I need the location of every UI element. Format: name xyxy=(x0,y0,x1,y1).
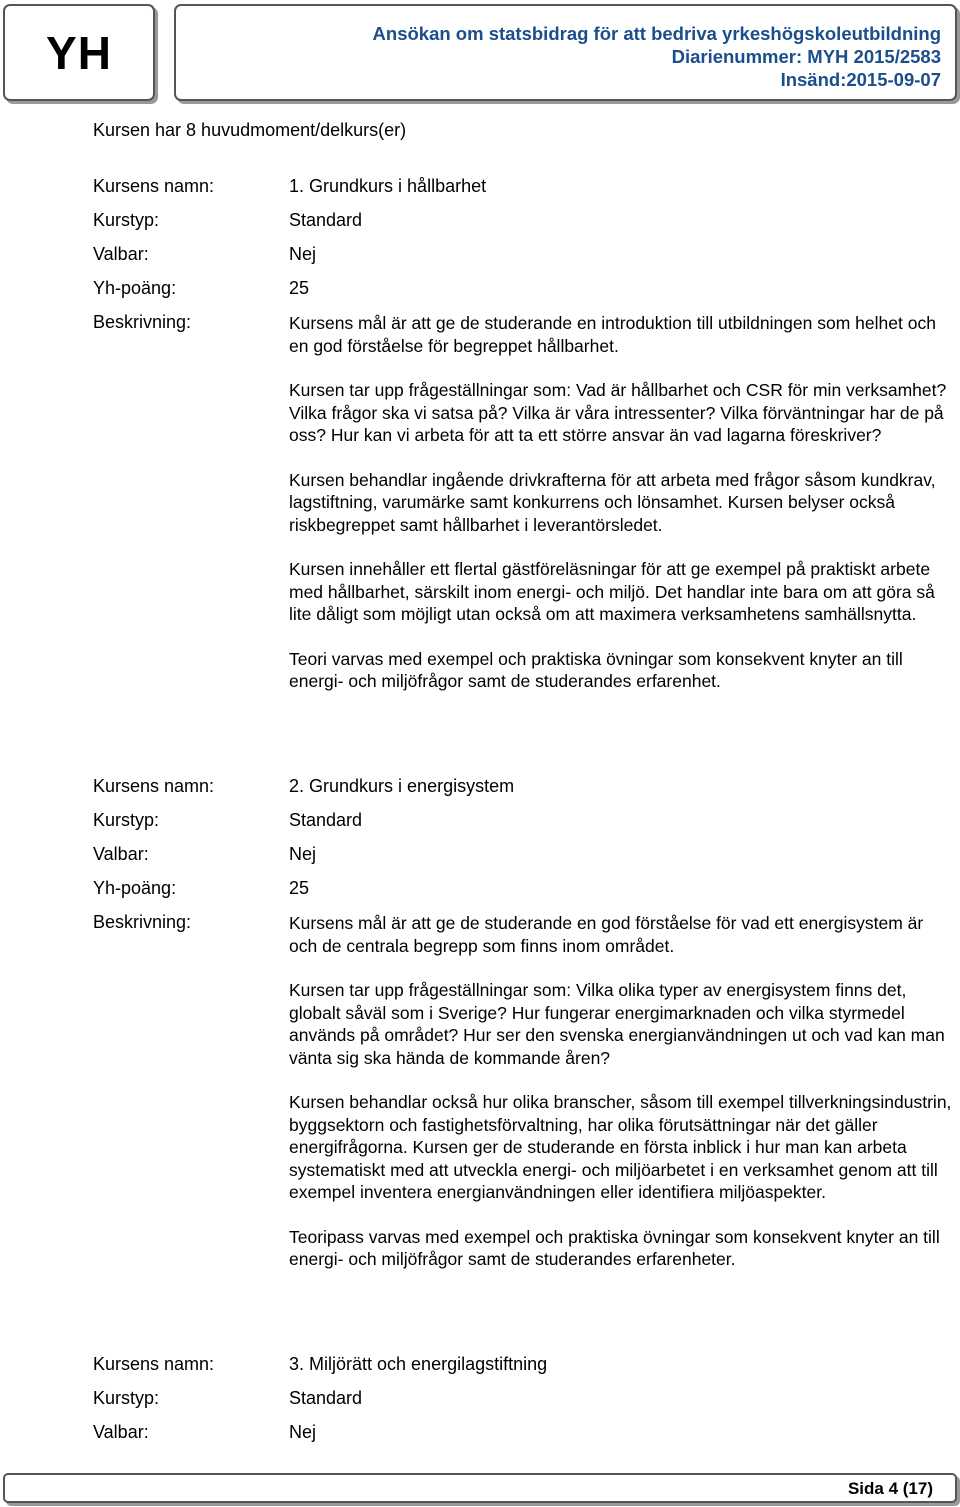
description-paragraph: Kursen tar upp frågeställningar som: Vad är hållbarhet och CSR för min verksamhet? Vilka frågor ska vi satsa på? Vilka är våra intressenter? Vilka förväntningar har de på oss? Hur kan vi arbeta för att ta ett större ansvar än vad lagarna föreskriver? xyxy=(289,380,947,445)
yh-logo: YH xyxy=(46,26,112,79)
document-title: Ansökan om statsbidrag för att bedriva yrkeshögskoleutbildning xyxy=(372,23,941,44)
course-description xyxy=(289,312,954,715)
description-paragraph: Kursens mål är att ge de studerande en god förståelse för vad ett energisystem är och de centrala begrepp som finns inom området. xyxy=(289,913,924,956)
page-footer xyxy=(3,1473,957,1503)
label-optional: Valbar: xyxy=(93,844,149,864)
submitted-date: Insänd:2015-09-07 xyxy=(780,69,941,90)
label-optional: Valbar: xyxy=(93,1422,149,1442)
label-description: Beskrivning: xyxy=(93,312,192,332)
course-optional: Nej xyxy=(289,1422,317,1442)
label-course-type: Kurstyp: xyxy=(93,210,160,230)
course-type: Standard xyxy=(289,1388,363,1408)
description-paragraph: Kursens mål är att ge de studerande en introduktion till utbildningen som helhet och en god förståelse för begreppet hållbarhet. xyxy=(289,313,936,356)
document-header xyxy=(174,4,957,101)
course-1 xyxy=(93,176,953,691)
label-points: Yh-poäng: xyxy=(93,278,177,298)
page-number: Sida 4 (17) xyxy=(847,1479,933,1498)
description-paragraph: Teoripass varvas med exempel och praktiska övningar som konsekvent knyter an till energi- och miljöfrågor samt de studerandes erfarenheter. xyxy=(289,1226,940,1269)
course-optional: Nej xyxy=(289,244,317,264)
label-course-type: Kurstyp: xyxy=(93,810,160,830)
description-paragraph: Kursen innehåller ett flertal gästföreläsningar för att ge exempel på praktiskt arbete med hållbarhet, särskilt inom energi- och miljö. Det handlar inte bara om att göra så lite dåligt som möjligt utan också om att maximera verksamhetens samhällsnytta. xyxy=(289,559,935,624)
diarienummer: Diarienummer: MYH 2015/2583 xyxy=(671,46,941,67)
course-name: 1. Grundkurs i hållbarhet xyxy=(289,176,487,196)
description-paragraph: Kursen behandlar ingående drivkrafterna för att arbeta med frågor såsom kundkrav, lagstiftning, varumärke samt konkurrens och lönsamhet. Kursen belyser också riskbegreppet samt hållbarhet i leverantörsledet. xyxy=(289,469,936,535)
label-course-name: Kursens namn: xyxy=(93,176,215,196)
course-points: 25 xyxy=(289,878,310,898)
course-name: 2. Grundkurs i energisystem xyxy=(289,776,515,796)
course-type: Standard xyxy=(289,810,363,830)
description-paragraph: Teori varvas med exempel och praktiska övningar som konsekvent knyter an till energi- och miljöfrågor samt de studerandes erfarenhet. xyxy=(289,648,903,691)
course-optional: Nej xyxy=(289,844,317,864)
course-name: 3. Miljörätt och energilagstiftning xyxy=(289,1354,548,1374)
course-description xyxy=(289,912,954,1293)
label-description: Beskrivning: xyxy=(93,912,192,932)
logo-box xyxy=(3,4,155,101)
course-count-intro: Kursen har 8 huvudmoment/delkurs(er) xyxy=(93,120,407,140)
label-course-type: Kurstyp: xyxy=(93,1388,160,1408)
label-points: Yh-poäng: xyxy=(93,878,177,898)
course-3 xyxy=(93,1354,953,1456)
label-course-name: Kursens namn: xyxy=(93,776,215,796)
description-paragraph: Kursen behandlar också hur olika branscher, såsom till exempel tillverkningsindustrin, byggsektorn och fastighetsförvaltning, har olika förutsättningar när det gäller energifrågorna. Kursen ger de studerande en första inblick i hur man kan arbeta systematiskt med att utveckla energi- och miljöarbetet i en verksamhet genom att till exempel inventera energianvändningen eller identifiera miljöaspekter. xyxy=(289,1092,952,1202)
course-points: 25 xyxy=(289,278,310,298)
course-2 xyxy=(93,776,953,1269)
description-paragraph: Kursen tar upp frågeställningar som: Vilka olika typer av energisystem finns det, globalt såväl som i Sverige? Hur fungerar energimarknaden och vilka styrmedel används på området? Hur ser den svenska energianvändningen ut och vad kan man vänta sig ska hända de kommande åren? xyxy=(289,980,945,1068)
label-optional: Valbar: xyxy=(93,244,149,264)
label-course-name: Kursens namn: xyxy=(93,1354,215,1374)
course-type: Standard xyxy=(289,210,363,230)
